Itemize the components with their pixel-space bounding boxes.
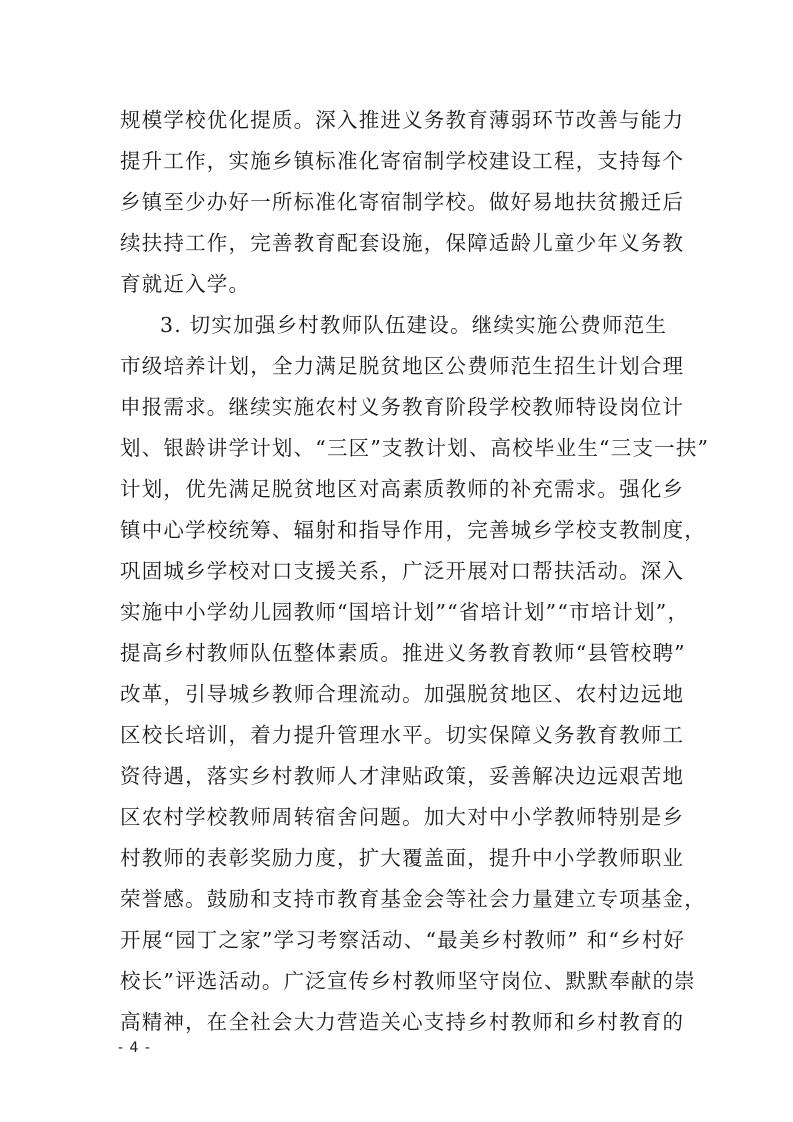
- text-line: 改革，引导城乡教师合理流动。加强脱贫地区、农村边远地: [120, 682, 685, 706]
- text-line: 实施中小学幼儿园教师“国培计划”“省培计划”“市培计划”，: [120, 600, 690, 624]
- text-line: 续扶持工作，完善教育配套设施，保障适龄儿童少年义务教: [120, 231, 685, 255]
- text-line: 村教师的表彰奖励力度，扩大覆盖面，提升中小学教师职业: [120, 846, 685, 870]
- text-line: 乡镇至少办好一所标准化寄宿制学校。做好易地扶贫搬迁后: [120, 190, 685, 214]
- text-line: 划、银龄讲学计划、“三区”支教计划、高校毕业生“三支一扶”: [120, 436, 710, 460]
- text-line: 提高乡村教师队伍整体素质。推进义务教育教师“县管校聘”: [120, 641, 686, 665]
- text-line: 镇中心学校统筹、辐射和指导作用，完善城乡学校支教制度，: [120, 518, 706, 542]
- page-number: - 4 -: [118, 1040, 151, 1056]
- text-line: 育就近入学。: [120, 272, 251, 296]
- text-line: 开展“园丁之家”学习考察活动、“最美乡村教师” 和“乡村好: [120, 928, 686, 952]
- text-line: 区农村学校教师周转宿舍问题。加大对中小学教师特别是乡: [120, 805, 685, 829]
- text-line: 申报需求。继续实施农村义务教育阶段学校教师特设岗位计: [120, 395, 685, 419]
- text-line: 规模学校优化提质。深入推进义务教育薄弱环节改善与能力: [120, 108, 685, 132]
- section-heading-line: 3. 切实加强乡村教师队伍建设。继续实施公费师范生: [160, 313, 668, 337]
- text-line: 资待遇，落实乡村教师人才津贴政策，妥善解决边远艰苦地: [120, 764, 685, 788]
- text-line: 高精神，在全社会大力营造关心支持乡村教师和乡村教育的: [120, 1010, 685, 1034]
- text-line: 区校长培训，着力提升管理水平。切实保障义务教育教师工: [120, 723, 685, 747]
- text-line: 荣誉感。鼓励和支持市教育基金会等社会力量建立专项基金，: [120, 887, 706, 911]
- text-line: 巩固城乡学校对口支援关系，广泛开展对口帮扶活动。深入: [120, 559, 685, 583]
- text-line: 校长”评选活动。广泛宣传乡村教师坚守岗位、默默奉献的崇: [120, 969, 696, 993]
- text-line: 市级培养计划，全力满足脱贫地区公费师范生招生计划合理: [120, 354, 685, 378]
- text-line: 计划，优先满足脱贫地区对高素质教师的补充需求。强化乡: [120, 477, 685, 501]
- text-line: 提升工作，实施乡镇标准化寄宿制学校建设工程，支持每个: [120, 149, 685, 173]
